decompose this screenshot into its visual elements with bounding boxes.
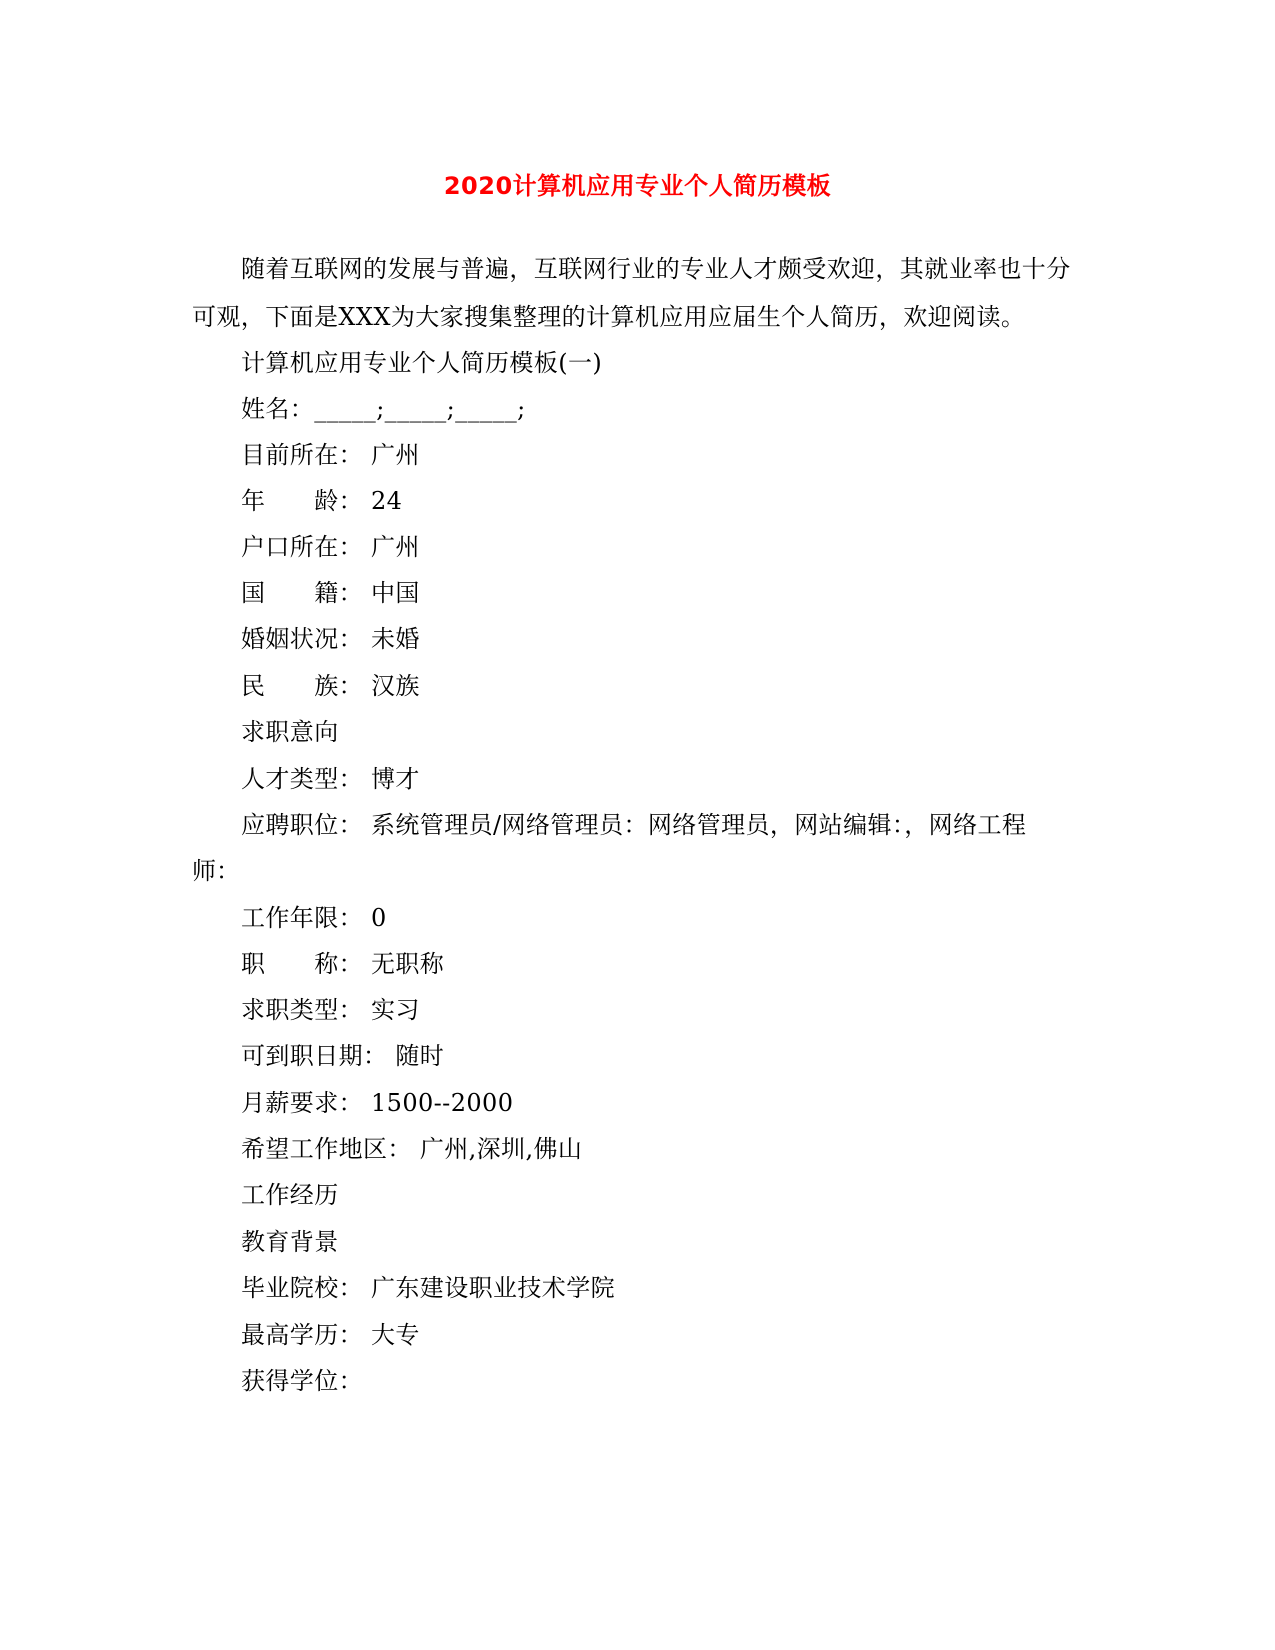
field-value: 博才 — [371, 765, 420, 793]
field-value: 无职称 — [371, 950, 445, 978]
field-work-years — [241, 903, 387, 933]
field-label: 工作年限： — [241, 904, 363, 932]
field-label: 国 籍： — [241, 579, 363, 607]
field-value: 汉族 — [371, 672, 420, 700]
field-label: 月薪要求： — [241, 1089, 363, 1117]
field-highest-degree — [241, 1320, 420, 1350]
field-value: 中国 — [371, 579, 420, 607]
field-degree-obtained — [241, 1366, 371, 1396]
field-value: 实习 — [371, 996, 420, 1024]
field-current-location — [241, 440, 420, 470]
field-school — [241, 1273, 615, 1303]
name-line: 姓名：_____;_____;_____; — [241, 395, 526, 423]
field-value: 1500--2000 — [371, 1089, 514, 1117]
field-label: 职 称： — [241, 950, 363, 978]
field-value: 广州 — [371, 533, 420, 561]
field-label: 年 龄： — [241, 487, 363, 515]
field-label: 求职类型： — [241, 996, 363, 1024]
field-marital-status — [241, 624, 420, 654]
field-label: 希望工作地区： — [241, 1135, 412, 1163]
field-salary — [241, 1088, 513, 1118]
field-job-title — [241, 949, 444, 979]
field-label: 目前所在： — [241, 441, 363, 469]
field-nationality — [241, 578, 420, 608]
document-title: 2020计算机应用专业个人简历模板 — [443, 172, 832, 200]
field-age — [241, 486, 402, 516]
field-hukou — [241, 532, 420, 562]
field-work-region — [241, 1134, 582, 1164]
field-label: 民 族： — [241, 672, 363, 700]
field-label: 人才类型： — [241, 765, 363, 793]
field-value: 广东建设职业技术学院 — [371, 1274, 615, 1302]
field-ethnicity — [241, 671, 420, 701]
field-label: 最高学历： — [241, 1321, 363, 1349]
heading-job-intent: 求职意向 — [241, 718, 339, 746]
intro-paragraph: 随着互联网的发展与普遍，互联网行业的专业人才颇受欢迎，其就业率也十分可观，下面是XXX为大家搜集整理的计算机应用应届生个人简历，欢迎阅读。 — [192, 255, 1071, 331]
field-label: 户口所在： — [241, 533, 363, 561]
heading-education: 教育背景 — [241, 1228, 339, 1256]
field-job-type — [241, 995, 420, 1025]
field-label: 可到职日期： — [241, 1042, 388, 1070]
field-label: 应聘职位： — [241, 811, 363, 839]
section-heading: 计算机应用专业个人简历模板(一) — [241, 349, 603, 377]
field-value: 24 — [371, 487, 403, 515]
field-value: 广州 — [371, 441, 420, 469]
field-position — [241, 810, 1026, 840]
field-value: 大专 — [371, 1321, 420, 1349]
field-value: 系统管理员/网络管理员：网络管理员，网站编辑：，网络工程 — [371, 811, 1027, 839]
field-label: 婚姻状况： — [241, 625, 363, 653]
field-talent-type — [241, 764, 420, 794]
heading-work-experience: 工作经历 — [241, 1181, 339, 1209]
field-label: 获得学位： — [241, 1367, 363, 1395]
field-value: 随时 — [395, 1042, 445, 1070]
field-position-continuation: 师： — [192, 857, 240, 885]
field-value: 广州,深圳,佛山 — [419, 1135, 583, 1163]
field-label: 毕业院校： — [241, 1274, 363, 1302]
field-start-date — [241, 1041, 444, 1071]
field-value: 0 — [371, 904, 387, 932]
field-value: 未婚 — [371, 625, 420, 653]
